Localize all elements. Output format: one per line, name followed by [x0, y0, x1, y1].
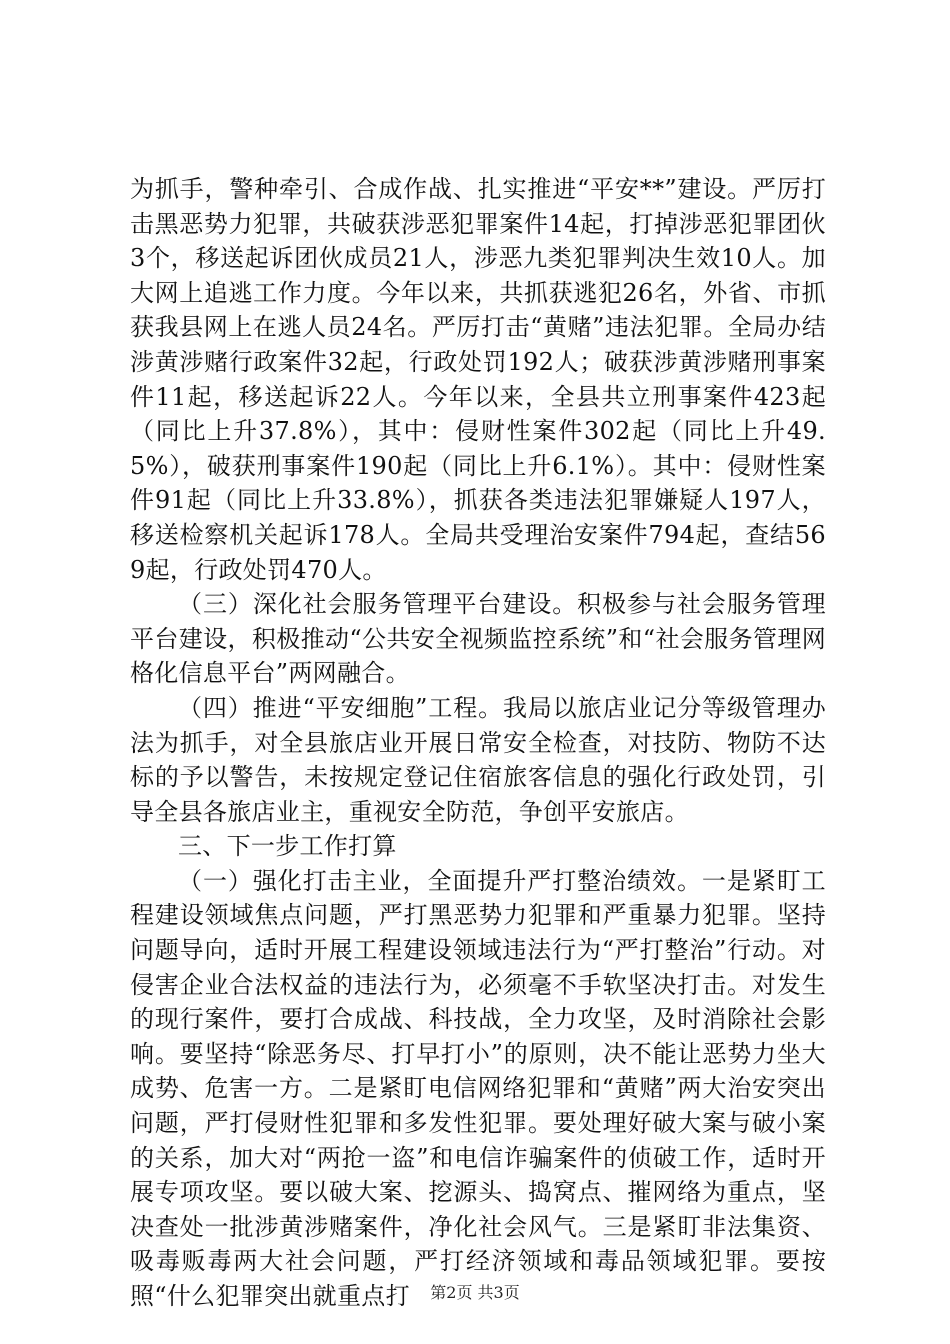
section-heading-next-steps: 三、下一步工作打算: [178, 832, 397, 861]
paragraph-next-steps-1: （一）强化打击主业，全面提升严打整治绩效。一是紧盯工程建设领域焦点问题，严打黑恶势力犯罪和严重暴力犯罪。坚持问题导向，适时开展工程建设领域违法行为“严打整治”行动。对侵害企业合法权益的违法行为，必须毫不手软坚决打击。对发生的现行案件，要打合成战、科技战，全力攻坚，及时消除社会影响。要坚持“除恶务尽、打早打小”的原则，决不能让恶势力坐大成势、危害一方。二是紧盯电信网络犯罪和“黄赌”两大治安突出问题，严打侵财性犯罪和多发性犯罪。要处理好破大案与破小案的关系，加大对“两抢一盗”和电信诈骗案件的侦破工作，适时开展专项攻坚。要以破大案、挖源头、捣窝点、摧网络为重点，坚决查处一批涉黄涉赌案件，净化社会风气。三是紧盯非法集资、吸毒贩毒两大社会问题，严打经济领域和毒品领域犯罪。要按照“什么犯罪突出就重点打: [130, 866, 826, 1310]
paragraph-continuation: 为抓手，警种牵引、合成作战、扎实推进“平安**”建设。严厉打击黑恶势力犯罪，共破获涉恶犯罪案件14起，打掉涉恶犯罪团伙3个，移送起诉团伙成员21人，涉恶九类犯罪判决生效10人。加大网上追逃工作力度。今年以来，共抓获逃犯26名，外省、市抓获我县网上在逃人员24名。严厉打击“黄赌”违法犯罪。全局办结涉黄涉赌行政案件32起，行政处罚192人；破获涉黄涉赌刑事案件11起，移送起诉22人。今年以来，全县共立刑事案件423起（同比上升37.8%），其中：侵财性案件302起（同比上升49.5%），破获刑事案件190起（同比上升6.1%）。其中：侵财性案件91起（同比上升33.8%），抓获各类违法犯罪嫌疑人197人，移送检察机关起诉178人。全局共受理治安案件794起，查结569起，行政处罚470人。: [130, 175, 826, 584]
paragraph-section-3: （三）深化社会服务管理平台建设。积极参与社会服务管理平台建设，积极推动“公共安全视频监控系统”和“社会服务管理网格化信息平台”两网融合。: [130, 590, 826, 688]
paragraph-section-4: （四）推进“平安细胞”工程。我局以旅店业记分等级管理办法为抓手，对全县旅店业开展日常安全检查，对技防、物防不达标的予以警告，未按规定登记住宿旅客信息的强化行政处罚，引导全县各旅店业主，重视安全防范，争创平安旅店。: [130, 693, 826, 826]
page-footer: 第2页 共3页: [430, 1283, 520, 1302]
document-body: [130, 172, 826, 1314]
